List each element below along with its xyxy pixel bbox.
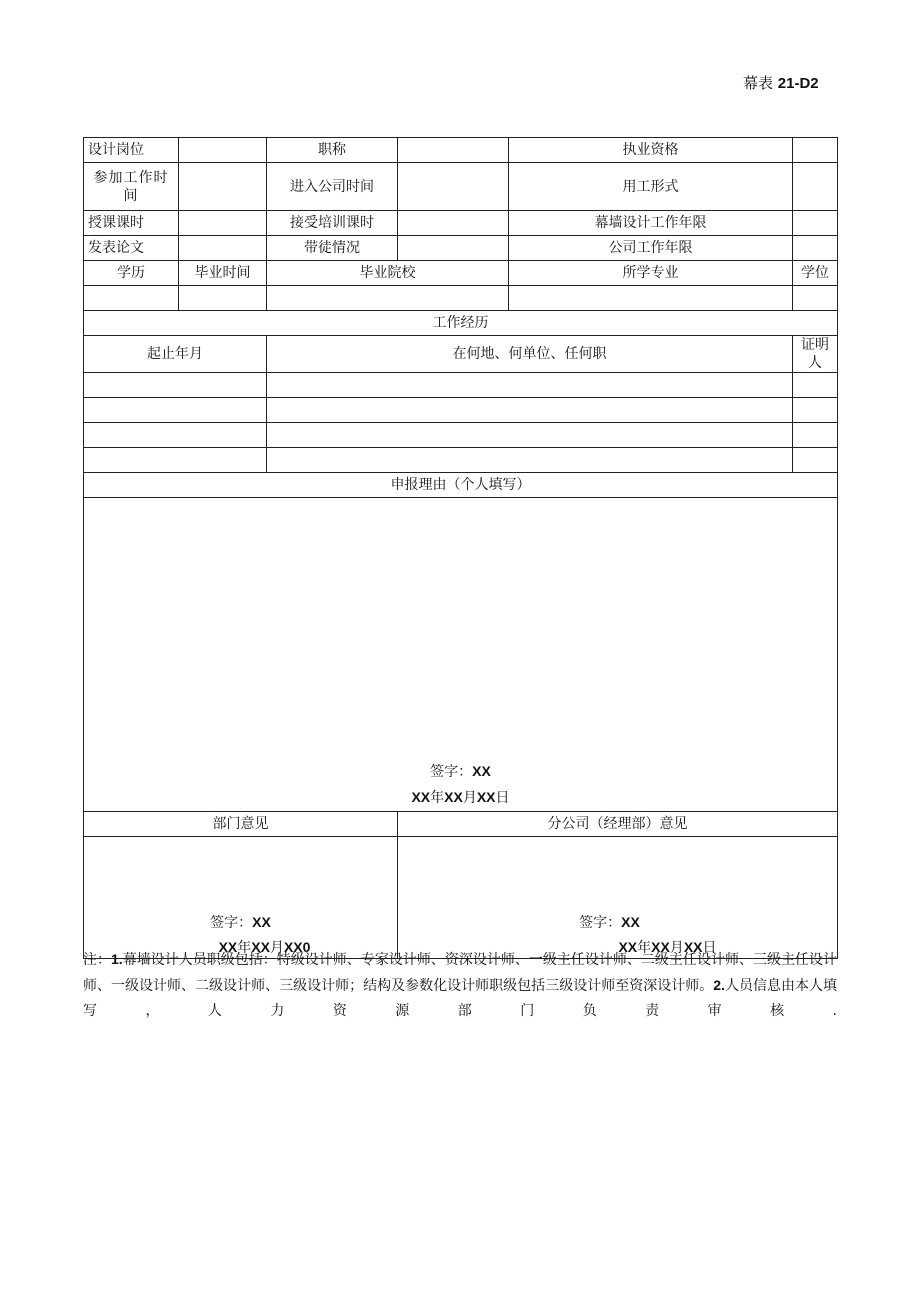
- reason-body-row: [84, 498, 838, 812]
- branch-date-day-unit: 日: [702, 940, 717, 956]
- dept-date-year-unit: 年: [237, 940, 252, 956]
- mentoring-label: 带徒情况: [267, 236, 398, 261]
- papers-field[interactable]: [179, 236, 267, 261]
- join-company-field[interactable]: [398, 163, 509, 211]
- reason-date-day-unit: 日: [495, 790, 510, 806]
- design-post-field[interactable]: [179, 138, 267, 163]
- experience-header-detail: 在何地、何单位、任何职: [267, 336, 793, 373]
- dept-sign-label: 签字：: [210, 915, 253, 931]
- experience-header-row: [84, 336, 838, 373]
- reason-date-month-unit: 月: [462, 790, 477, 806]
- education-header-academic-degree: 学位: [793, 261, 838, 286]
- company-years-field[interactable]: [793, 236, 838, 261]
- info-row-1: [84, 138, 838, 163]
- reason-signature: [84, 762, 837, 781]
- employment-form-label: 用工形式: [509, 163, 793, 211]
- experience-title-row: [84, 311, 838, 336]
- training-hours-label: 接受培训课时: [267, 211, 398, 236]
- work-start-label: 参加工作时间: [84, 163, 179, 211]
- reason-date-day: XX: [476, 789, 496, 805]
- training-hours-field[interactable]: [398, 211, 509, 236]
- experience-header-witness: 证明人: [793, 336, 838, 373]
- work-start-field[interactable]: [179, 163, 267, 211]
- qualification-field[interactable]: [793, 138, 838, 163]
- experience-detail-field[interactable]: [267, 373, 793, 398]
- footnote-text-2: 人员信息由本人填写，人力资源部门负责审核.: [83, 978, 838, 1019]
- education-header-major: 所学专业: [509, 261, 793, 286]
- experience-witness-field[interactable]: [793, 373, 838, 398]
- curtain-years-field[interactable]: [793, 211, 838, 236]
- education-grad-time-field[interactable]: [179, 286, 267, 311]
- footnote: [83, 947, 837, 1024]
- design-post-label: 设计岗位: [84, 138, 179, 163]
- dept-opinion-body[interactable]: [84, 837, 398, 959]
- info-row-3: [84, 211, 838, 236]
- title-label: 职称: [267, 138, 398, 163]
- branch-signature: [398, 913, 821, 932]
- teaching-hours-label: 授课课时: [84, 211, 179, 236]
- join-company-label: 进入公司时间: [267, 163, 398, 211]
- reason-body[interactable]: [84, 498, 838, 812]
- form-code-prefix: 幕表: [743, 74, 774, 92]
- education-major-field[interactable]: [509, 286, 793, 311]
- reason-title: 申报理由（个人填写）: [84, 473, 838, 498]
- company-years-label: 公司工作年限: [509, 236, 793, 261]
- dept-date-day: XX0: [283, 939, 311, 955]
- branch-opinion-title: 分公司（经理部）意见: [398, 812, 838, 837]
- experience-period-field[interactable]: [84, 423, 267, 448]
- education-header-grad-time: 毕业时间: [179, 261, 267, 286]
- info-row-4: [84, 236, 838, 261]
- curtain-years-label: 幕墙设计工作年限: [509, 211, 793, 236]
- education-header-degree: 学历: [84, 261, 179, 286]
- experience-detail-field[interactable]: [267, 423, 793, 448]
- title-field[interactable]: [398, 138, 509, 163]
- education-degree-field[interactable]: [84, 286, 179, 311]
- info-row-2: [84, 163, 838, 211]
- dept-signature: [84, 913, 397, 932]
- experience-period-field[interactable]: [84, 398, 267, 423]
- papers-label: 发表论文: [84, 236, 179, 261]
- opinion-body-row: [84, 837, 838, 959]
- reason-sign-label: 签字：: [430, 764, 473, 780]
- dept-sign-value: XX: [252, 914, 271, 930]
- experience-row: [84, 398, 838, 423]
- experience-header-period: 起止年月: [84, 336, 267, 373]
- branch-date-year: XX: [618, 939, 638, 955]
- experience-period-field[interactable]: [84, 448, 267, 473]
- branch-date-year-unit: 年: [637, 940, 652, 956]
- experience-witness-field[interactable]: [793, 448, 838, 473]
- footnote-number-1: 1.: [111, 951, 123, 967]
- form-code-number: 21-D2: [777, 75, 819, 92]
- employment-form-field[interactable]: [793, 163, 838, 211]
- experience-period-field[interactable]: [84, 373, 267, 398]
- dept-date-month: XX: [251, 939, 270, 955]
- experience-detail-field[interactable]: [267, 448, 793, 473]
- experience-witness-field[interactable]: [793, 398, 838, 423]
- education-academic-degree-field[interactable]: [793, 286, 838, 311]
- experience-row: [84, 423, 838, 448]
- footnote-text-1: 幕墙设计人员职级包括：特级设计师、专家设计师、资深设计师、一级主任设计师、二级主任设计师、三级主任设计师、一级设计师、二级设计师、三级设计师；结构及参数化设计师职级包括三级设计师至资深设计师。: [83, 952, 838, 994]
- dept-date-year: XX: [218, 939, 238, 955]
- dept-opinion-title: 部门意见: [84, 812, 398, 837]
- experience-witness-field[interactable]: [793, 423, 838, 448]
- footnote-prefix: 注：: [83, 952, 112, 968]
- education-header-school: 毕业院校: [267, 261, 509, 286]
- application-form-table: [83, 137, 838, 959]
- footnote-number-2: 2.: [713, 977, 725, 993]
- mentoring-field[interactable]: [398, 236, 509, 261]
- education-school-field[interactable]: [267, 286, 509, 311]
- reason-date-month: XX: [444, 789, 463, 805]
- branch-date-day: XX: [683, 939, 703, 955]
- reason-sign-value: XX: [472, 763, 491, 779]
- experience-row: [84, 448, 838, 473]
- form-code: [743, 72, 819, 93]
- dept-date-month-unit: 月: [269, 940, 284, 956]
- branch-date-month-unit: 月: [669, 940, 684, 956]
- qualification-label: 执业资格: [509, 138, 793, 163]
- branch-date-month: XX: [651, 939, 670, 955]
- branch-sign-value: XX: [621, 914, 640, 930]
- branch-opinion-body[interactable]: [398, 837, 838, 959]
- reason-title-row: [84, 473, 838, 498]
- reason-date-year: XX: [411, 789, 431, 805]
- opinion-title-row: [84, 812, 838, 837]
- experience-detail-field[interactable]: [267, 398, 793, 423]
- teaching-hours-field[interactable]: [179, 211, 267, 236]
- experience-row: [84, 373, 838, 398]
- experience-title: 工作经历: [84, 311, 838, 336]
- reason-date-year-unit: 年: [430, 790, 445, 806]
- education-header-row: [84, 261, 838, 286]
- branch-sign-label: 签字：: [579, 915, 622, 931]
- education-row: [84, 286, 838, 311]
- reason-date: [84, 788, 837, 807]
